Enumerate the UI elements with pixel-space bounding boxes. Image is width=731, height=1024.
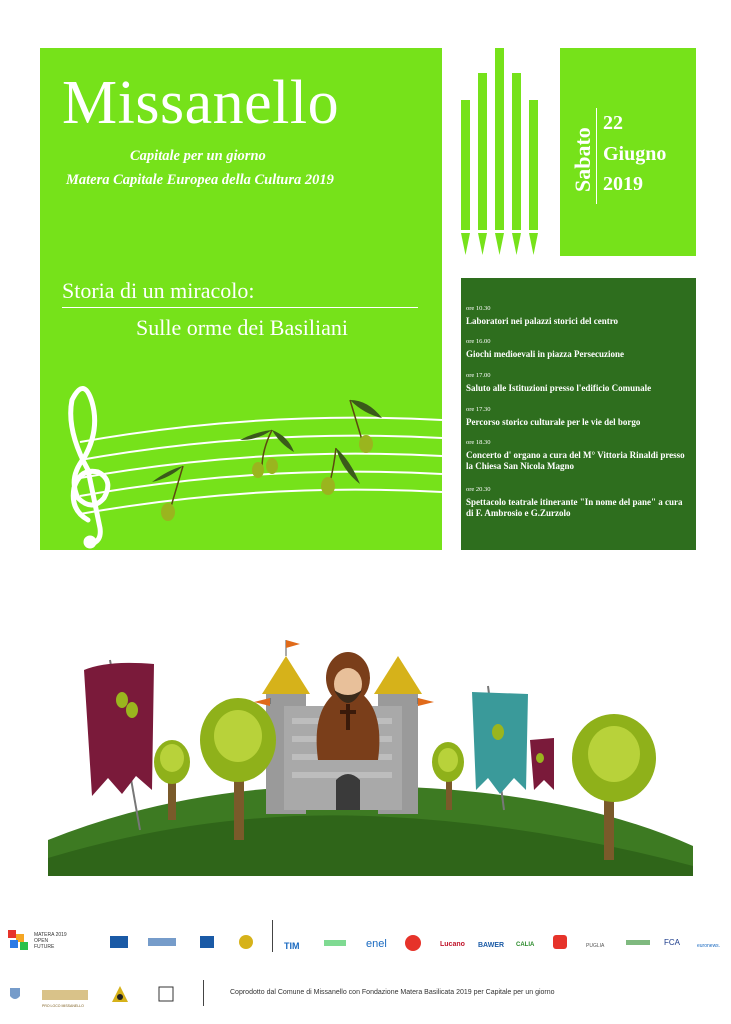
banner-right-teal	[472, 686, 528, 810]
program-desc: Saluto alle Istituzioni presso l'edificio Comunale	[466, 382, 652, 393]
weekday-text: Sabato	[570, 127, 595, 192]
date-day: 22	[603, 112, 623, 134]
program-item	[466, 407, 640, 428]
poster-subtitle-matera: Matera Capitale Europea della Cultura 2019	[66, 172, 334, 188]
program-item	[466, 339, 624, 360]
puglia-logo: PUGLIA	[586, 943, 605, 949]
program-item	[466, 440, 690, 473]
coat-of-arms-icon	[8, 986, 22, 1004]
banner-right-small	[530, 738, 554, 790]
story-divider	[62, 307, 418, 308]
proloco-logo-text: PRO LOCO MISSANELLO	[42, 1004, 84, 1008]
date-divider	[596, 108, 597, 204]
story-heading-line1: Storia di un miracolo:	[62, 278, 255, 303]
proloco-logo	[42, 986, 88, 1004]
date-year: 2019	[603, 173, 643, 195]
calia-logo: CALIA	[516, 942, 535, 948]
matera-logo-text: MATERA 2019 OPEN FUTURE	[34, 932, 67, 950]
program-item	[466, 373, 651, 394]
story-heading-line2: Sulle orme dei Basiliani	[136, 315, 349, 340]
partner-logo-icon	[402, 934, 424, 952]
lucano-logo: Lucano	[440, 941, 465, 948]
program-time: ore 18.30	[466, 439, 491, 446]
program-desc: Laboratori nei palazzi storici del centro	[466, 315, 619, 326]
program-time: ore 16.00	[466, 338, 491, 345]
monk-figure	[317, 652, 380, 760]
enel-logo: enel	[366, 938, 387, 950]
weekday-label	[566, 110, 598, 194]
treble-clef-icon	[71, 388, 108, 546]
partner-logo-icon	[624, 937, 654, 949]
fca-logo: FCA	[664, 938, 680, 947]
euronews-logo: euronews.	[697, 943, 721, 949]
partner-logo-icon	[550, 933, 570, 953]
program-time: ore 17.30	[466, 406, 491, 413]
banner-left	[84, 660, 154, 830]
program-item	[466, 306, 618, 327]
date-month: Giugno	[603, 143, 667, 165]
program-time: ore 17.00	[466, 372, 491, 379]
credit-text: Coprodotto dal Comune di Missanello con Fondazione Matera Basilicata 2019 per Capitale per un giorno	[230, 989, 555, 996]
footer-divider	[272, 920, 273, 952]
bawer-logo: BAWER	[478, 942, 505, 949]
music-staff-illustration	[40, 360, 442, 550]
organ-pipes-illustration	[458, 45, 542, 260]
program-time: ore 10.30	[466, 305, 491, 312]
emblem-logo-icon	[156, 984, 176, 1004]
triangle-logo-icon	[110, 984, 130, 1004]
poster-title: Missanello	[62, 69, 340, 137]
matera-logo	[8, 930, 32, 954]
program-desc: Concerto d' organo a cura del M° Vittoria Rinaldi presso la Chiesa San Nicola Magno	[466, 449, 685, 472]
tim-logo: TIM	[284, 941, 300, 951]
poster-subtitle: Capitale per un giorno	[130, 148, 266, 164]
program-desc: Percorso storico culturale per le vie del borgo	[466, 416, 641, 427]
castle-hill-illustration	[48, 640, 698, 880]
program-time: ore 20.30	[466, 486, 491, 493]
partner-logo-icon	[322, 936, 348, 950]
program-desc: Spettacolo teatrale itinerante "In nome del pane" a cura di F. Ambrosio e G.Zurzolo	[466, 496, 683, 519]
partner-logos-left	[106, 924, 266, 954]
program-item	[466, 487, 690, 520]
footer-divider	[203, 980, 204, 1006]
program-desc: Giochi medioevali in piazza Persecuzione	[466, 348, 624, 359]
